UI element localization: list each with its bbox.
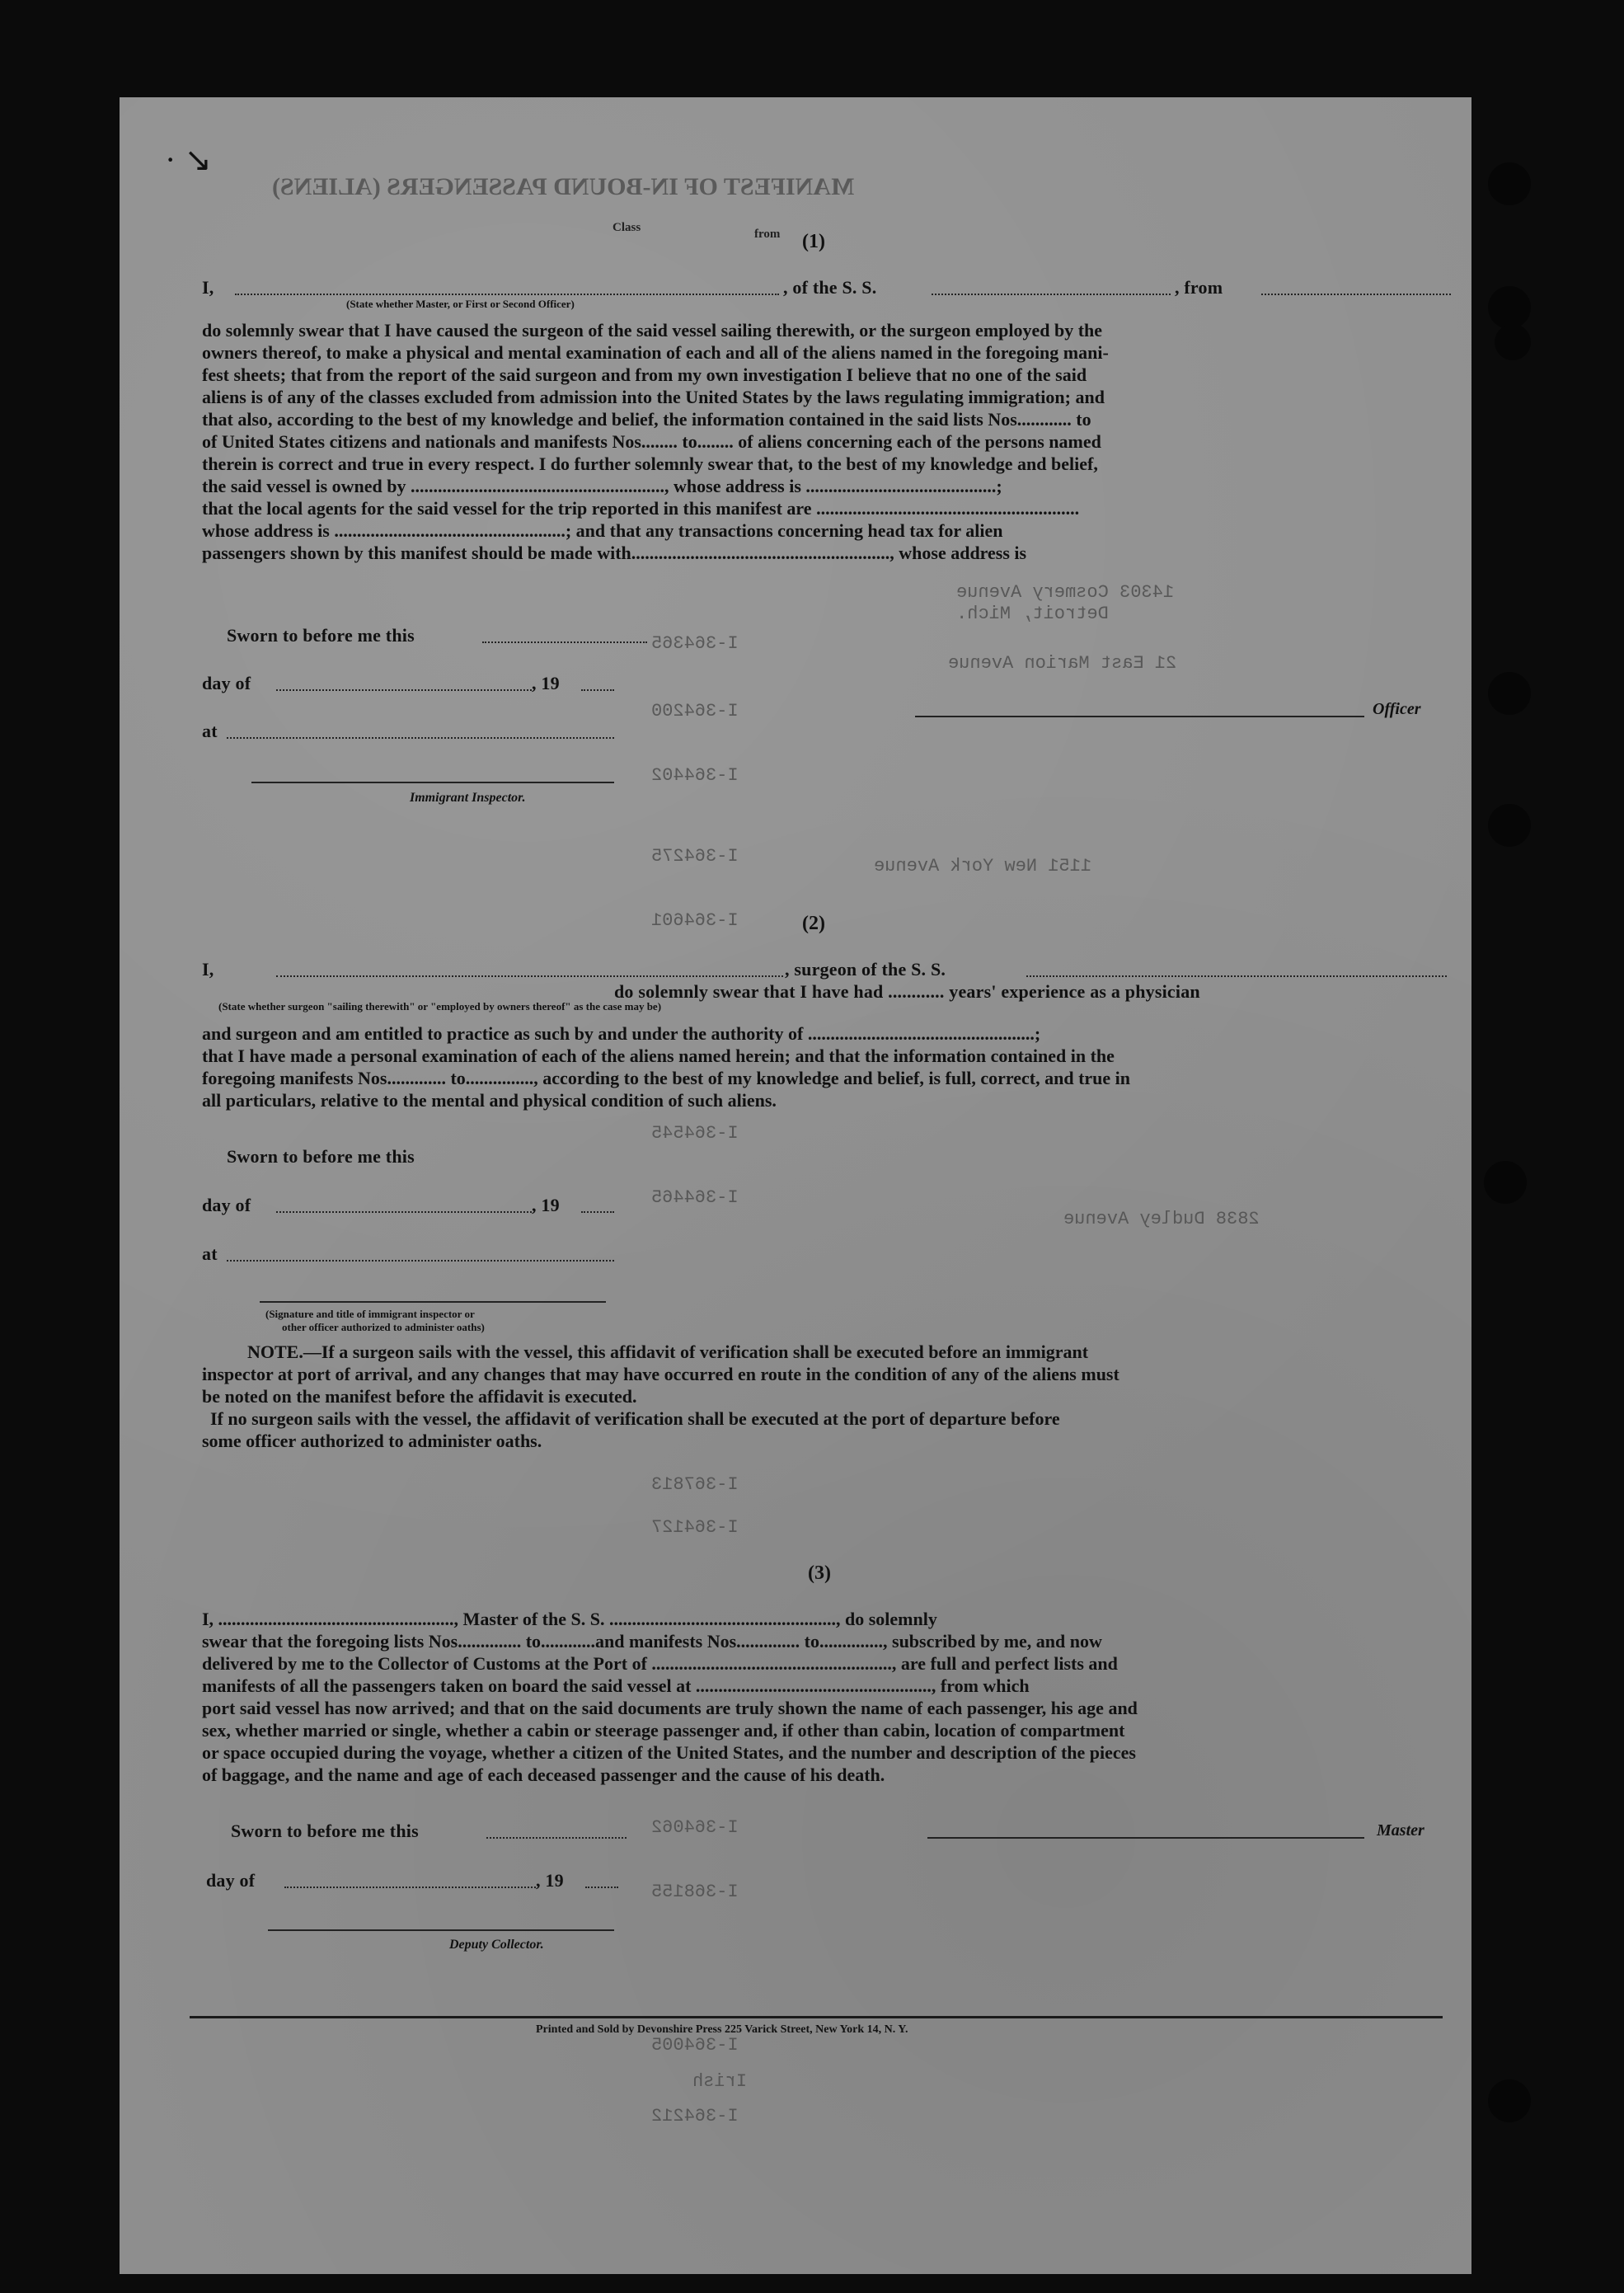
s1-body-line: therein is correct and true in every respect. I do further solemnly swear that, to the best of my knowledge and belief, — [202, 453, 1098, 474]
punch-hole — [1488, 804, 1531, 847]
bleed-through-text: 21 East Marion Avenue — [948, 653, 1177, 674]
s1-inspector-signature-line — [251, 782, 614, 783]
bleed-through-text: 2838 Dudley Avenue — [1063, 1209, 1260, 1229]
bleed-through-text: I-364062 — [651, 1817, 739, 1838]
s3-body — [202, 1608, 1451, 1786]
bleed-through-text: I-367813 — [651, 1474, 739, 1495]
bleed-through-text: Detroit, Mich. — [956, 604, 1109, 624]
s2-sig-hint-2: other officer authorized to administer oaths) — [282, 1321, 485, 1333]
s1-body-line: that also, according to the best of my knowledge and belief, the information contained in the said lists Nos............ to — [202, 409, 1091, 430]
s3-body-line: manifests of all the passengers taken on board the said vessel at ...................................................., from which — [202, 1675, 1030, 1696]
punch-hole — [1488, 286, 1531, 329]
s1-day-of-label: day of — [202, 673, 251, 693]
s3-year-line — [585, 1887, 618, 1888]
s3-body-line: of baggage, and the name and age of each deceased passenger and the cause of his death. — [202, 1764, 885, 1785]
s2-body-line: that I have made a personal examination of each of the aliens named herein; and that the information contained in the — [202, 1045, 1115, 1066]
s1-at-line — [227, 737, 614, 739]
s2-hint: (State whether surgeon "sailing therewith" or "employed by owners thereof" as the case may be) — [218, 1000, 662, 1013]
s1-body-line: of United States citizens and nationals and manifests Nos........ to........ of aliens concerning each of the persons named — [202, 431, 1101, 452]
s2-body-line: foregoing manifests Nos............. to..............., according to the best of my knowledge and belief, is full, correct, and true in — [202, 1068, 1131, 1088]
bleed-through-text: I-364365 — [651, 633, 739, 654]
section-3-number: (3) — [808, 1562, 831, 1584]
s2-note-line: some officer authorized to administer oaths. — [202, 1431, 542, 1451]
printer-line: Printed and Sold by Devonshire Press 225 Varick Street, New York 14, N. Y. — [536, 2023, 908, 2036]
s3-year-label: , 19 — [536, 1870, 564, 1891]
s1-body-line: aliens is of any of the classes excluded from admission into the United States by the laws regulating immigration; and — [202, 387, 1105, 407]
bleed-through-text: I-364601 — [651, 910, 739, 931]
s2-ship-line — [1026, 975, 1447, 977]
bleed-through-text: 14303 Cosmery Avenue — [956, 582, 1175, 603]
s2-note-line: be noted on the manifest before the affidavit is executed. — [202, 1386, 637, 1407]
s1-ss-label: , of the S. S. — [783, 277, 877, 298]
s2-body-line: all particulars, relative to the mental and physical condition of such aliens. — [202, 1090, 777, 1111]
s2-line1-rest: do solemnly swear that I have had ............ years' experience as a physician — [614, 981, 1200, 1002]
punch-hole — [1488, 162, 1531, 205]
s2-note-line: NOTE.—If a surgeon sails with the vessel, this affidavit of verification shall be executed before an immigrant — [247, 1341, 1089, 1362]
s1-body-line: passengers shown by this manifest should be made with........................................................., whose address is — [202, 543, 1027, 563]
bleed-through-text: I-364127 — [651, 1517, 739, 1538]
s1-from-line — [1261, 294, 1451, 295]
s2-sig-hint-1: (Signature and title of immigrant inspector or — [265, 1308, 475, 1320]
s2-body-line: and surgeon and am entitled to practice as such by and under the authority of ..................................................; — [202, 1023, 1041, 1044]
header-class-label: Class — [613, 221, 641, 234]
section-2-number: (2) — [802, 913, 825, 934]
s1-day-line — [276, 689, 532, 691]
s1-at-label: at — [202, 721, 218, 741]
s3-master-signature-line — [927, 1837, 1364, 1839]
s2-note-line: inspector at port of arrival, and any changes that may have occurred en route in the condition of any of the aliens must — [202, 1364, 1119, 1384]
s3-day-line — [284, 1887, 536, 1888]
s1-inspector-label: Immigrant Inspector. — [410, 791, 526, 805]
bleed-through-text: I-364212 — [651, 2106, 739, 2126]
s3-body-line: delivered by me to the Collector of Customs at the Port of ....................................................., are full and perfect lists and — [202, 1653, 1118, 1674]
footer-rule — [190, 2016, 1443, 2018]
bleed-through-text: I-364005 — [651, 2035, 739, 2056]
s3-sworn-label: Sworn to before me this — [231, 1821, 419, 1841]
header-from-label: from — [754, 228, 781, 241]
s2-at-line — [227, 1260, 614, 1262]
s1-body-line: whose address is ...................................................; and that any transactions concerning head tax for alien — [202, 520, 1003, 541]
s1-ship-line — [932, 294, 1171, 295]
s1-sworn-line — [482, 641, 647, 643]
section-1-number: (1) — [802, 231, 825, 252]
s3-collector-label: Deputy Collector. — [449, 1938, 544, 1952]
s1-body — [202, 319, 1447, 564]
s1-body-line: owners thereof, to make a physical and mental examination of each and all of the aliens named in the foregoing mani- — [202, 342, 1109, 363]
s3-body-line: sex, whether married or single, whether a cabin or steerage passenger and, if other than cabin, location of compartment — [202, 1720, 1125, 1741]
s3-body-line: swear that the foregoing lists Nos.............. to............and manifests Nos.............. to.............., subscribed by me, and now — [202, 1631, 1102, 1652]
s2-day-line — [276, 1211, 532, 1213]
s3-master-label: Master — [1377, 1821, 1425, 1840]
bleed-through-text: I-364275 — [651, 846, 739, 867]
bleed-through-text: I-364402 — [651, 765, 739, 786]
s3-body-line: or space occupied during the voyage, whether a citizen of the United States, and the number and description of the pieces — [202, 1742, 1136, 1763]
s2-sworn-label: Sworn to before me this — [227, 1146, 415, 1167]
bleed-through-text: 1151 New York Avenue — [874, 856, 1092, 876]
bleed-through-text: I-364545 — [651, 1123, 739, 1144]
s2-note — [202, 1341, 1451, 1452]
header-title-mirrored: MANIFEST OF IN-BOUND PASSENGERS (ALIENS) — [272, 173, 855, 200]
margin-mark: · ↘ — [165, 141, 212, 178]
s1-officer-signature-line — [915, 716, 1364, 717]
s1-from-label: , from — [1175, 277, 1223, 298]
bleed-through-text: I-364465 — [651, 1187, 739, 1208]
punch-hole — [1495, 324, 1531, 360]
s1-body-line: do solemnly swear that I have caused the surgeon of the said vessel sailing therewith, or the surgeon employed by the — [202, 320, 1103, 341]
punch-hole — [1488, 2079, 1531, 2122]
s1-role-hint: (State whether Master, or First or Second Officer) — [346, 298, 575, 310]
s2-note-line: If no surgeon sails with the vessel, the affidavit of verification shall be executed at the port of departure before — [210, 1408, 1060, 1429]
s3-sworn-line — [486, 1837, 627, 1839]
s1-body-line: that the local agents for the said vessel for the trip reported in this manifest are .......................................................... — [202, 498, 1080, 519]
s1-officer-label: Officer — [1373, 700, 1421, 718]
s2-year-label: , 19 — [532, 1195, 560, 1215]
s1-i-label: I, — [202, 277, 214, 298]
bleed-through-text: I-368155 — [651, 1882, 739, 1902]
s1-sworn-label: Sworn to before me this — [227, 625, 415, 646]
s2-at-label: at — [202, 1243, 218, 1264]
s3-day-of-label: day of — [206, 1870, 256, 1891]
punch-hole — [1488, 672, 1531, 715]
s1-name-line — [235, 294, 779, 295]
s2-signature-line — [260, 1301, 606, 1303]
s2-i-label: I, — [202, 959, 214, 980]
s2-surgeon-label: , surgeon of the S. S. — [785, 959, 946, 980]
s2-body — [202, 1022, 1447, 1111]
punch-hole — [1484, 1161, 1527, 1204]
s1-year-label: , 19 — [532, 673, 560, 693]
s3-body-line: port said vessel has now arrived; and that on the said documents are truly shown the name of each passenger, his age and — [202, 1698, 1138, 1718]
s2-name-line — [276, 975, 783, 977]
s1-body-line: fest sheets; that from the report of the said surgeon and from my own investigation I believe that no one of the said — [202, 364, 1087, 385]
s1-body-line: the said vessel is owned by ........................................................, whose address is ..........................................; — [202, 476, 1002, 496]
bleed-through-text: I-364200 — [651, 701, 739, 721]
s3-body-line: I, ...................................................., Master of the S. S. .................................................., do solemnly — [202, 1609, 937, 1629]
s1-year-line — [581, 689, 614, 691]
s3-collector-signature-line — [268, 1929, 614, 1931]
bleed-through-text: Irish — [692, 2071, 748, 2092]
s2-year-line — [581, 1211, 614, 1213]
s2-day-of-label: day of — [202, 1195, 251, 1215]
